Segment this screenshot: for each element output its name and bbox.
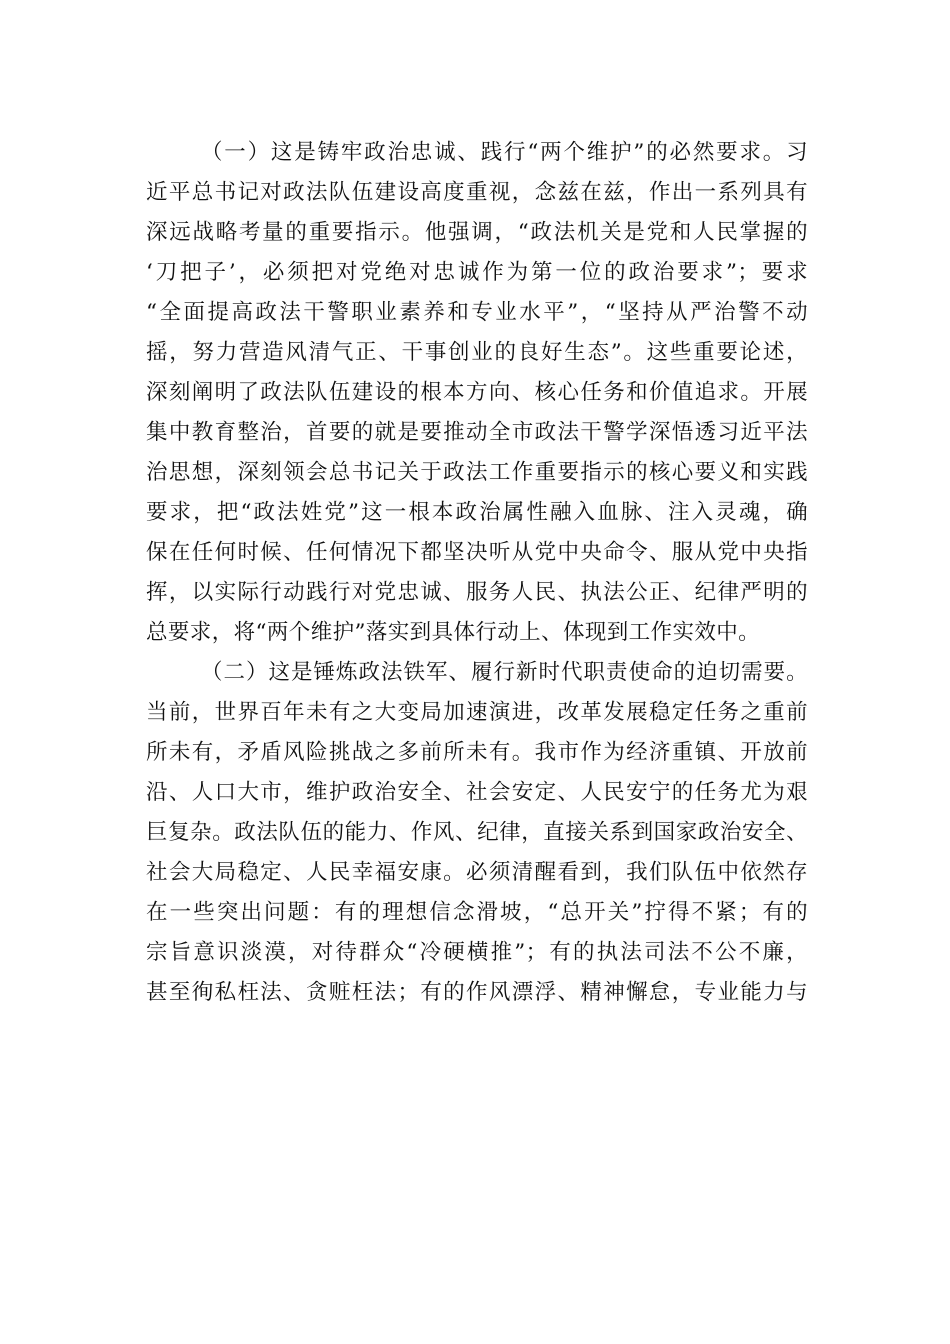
text-line: 要求，把“政法姓党”这一根本政治属性融入血脉、注入灵魂，确 (146, 500, 808, 525)
text-line: ‘刀把子’，必须把对党绝对忠诚作为第一位的政治要求”；要求 (146, 260, 808, 285)
text-line: （二）这是锤炼政法铁军、履行新时代职责使命的迫切需要。 (201, 660, 808, 685)
text-line: 当前，世界百年未有之大变局加速演进，改革发展稳定任务之重前 (146, 700, 808, 725)
text-line: 集中教育整治，首要的就是要推动全市政法干警学深悟透习近平法 (146, 420, 808, 445)
paragraph-1 (146, 133, 808, 653)
text-line: 深刻阐明了政法队伍建设的根本方向、核心任务和价值追求。开展 (146, 380, 808, 405)
text-line: 总要求，将“两个维护”落实到具体行动上、体现到工作实效中。 (146, 620, 761, 645)
text-line: 近平总书记对政法队伍建设高度重视，念兹在兹，作出一系列具有 (146, 180, 808, 205)
text-line: 深远战略考量的重要指示。他强调，“政法机关是党和人民掌握的 (146, 220, 808, 245)
text-line: 宗旨意识淡漠，对待群众“冷硬横推”；有的执法司法不公不廉， (146, 940, 808, 965)
text-line: 沿、人口大市，维护政治安全、社会安定、人民安宁的任务尤为艰 (146, 780, 808, 805)
text-line: 在一些突出问题：有的理想信念滑坡，“总开关”拧得不紧；有的 (146, 900, 808, 925)
paragraph-2 (146, 653, 808, 1013)
text-line: 所未有，矛盾风险挑战之多前所未有。我市作为经济重镇、开放前 (146, 740, 808, 765)
text-line: 摇，努力营造风清气正、干事创业的良好生态”。这些重要论述， (146, 340, 808, 365)
text-line: 社会大局稳定、人民幸福安康。必须清醒看到，我们队伍中依然存 (146, 860, 808, 885)
text-line: 治思想，深刻领会总书记关于政法工作重要指示的核心要义和实践 (146, 460, 808, 485)
text-line: 挥，以实际行动践行对党忠诚、服务人民、执法公正、纪律严明的 (146, 580, 808, 605)
text-line: 巨复杂。政法队伍的能力、作风、纪律，直接关系到国家政治安全、 (146, 820, 808, 845)
text-line: （一）这是铸牢政治忠诚、践行“两个维护”的必然要求。习 (201, 140, 808, 165)
document-body (146, 133, 808, 1013)
text-line: 保在任何时候、任何情况下都坚决听从党中央命令、服从党中央指 (146, 540, 808, 565)
text-line: “全面提高政法干警职业素养和专业水平”，“坚持从严治警不动 (146, 300, 808, 325)
text-line: 甚至徇私枉法、贪赃枉法；有的作风漂浮、精神懈怠，专业能力与 (146, 980, 808, 1005)
